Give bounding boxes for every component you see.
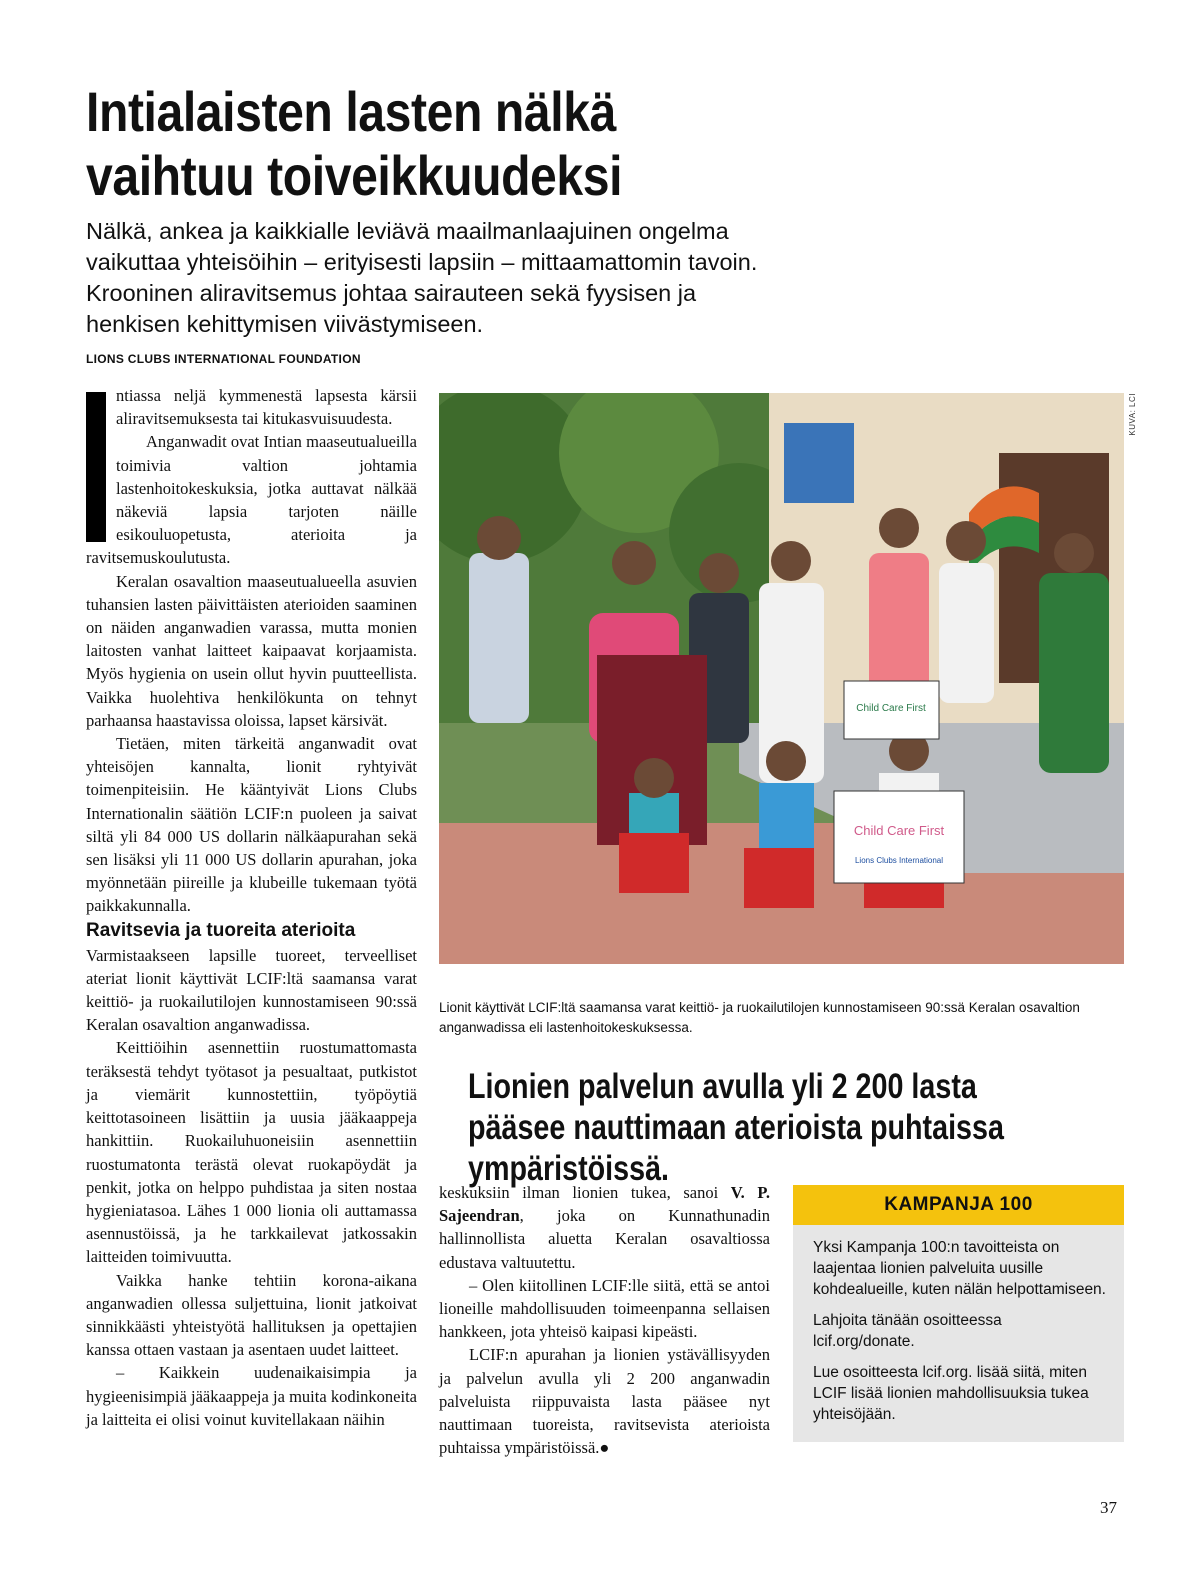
paragraph: Keralan osavaltion maaseutualueella asuvien tuhansien lasten päivittäisten aterioiden saaminen on näiden anganwadien varassa, mutta monien laitosten vanhat laitteet kaipaavat korjaamista. Myös hygienia on usein ollut hyvin puutteellista. Vaikka huolehtiva henkilökunta on tehnyt parhaansa haastavissa oloissa, lapset kärsivät. <box>86 571 417 730</box>
paragraph-text: LCIF:n apurahan ja lionien ystävällisyyden ja palvelun avulla yli 2 200 anganwadin palveluista riippuvaista lasta pääsee nyt nauttimaan tuoreista, ravitsevista aterioista puhtaissa ympäristöissä. <box>439 1345 770 1458</box>
title-line-2: vaihtuu toiveikkuudeksi <box>86 144 623 207</box>
drop-cap-letter <box>86 392 106 542</box>
paragraph-text: , joka on Kunnathunadin hallinnollista aluetta Keralan osavaltiossa edustava valtuutettu. <box>439 1206 770 1272</box>
quoted-person-name: V. P. Sajeendran <box>439 1183 771 1226</box>
sidebar-body <box>793 1225 1124 1425</box>
sidebar-paragraph: Lue osoitteesta lcif.org. lisää siitä, miten LCIF lisää lionien mahdollisuuksia tukea yhteisöjään. <box>813 1364 1089 1423</box>
paragraph: Varmistaakseen lapsille tuoreet, terveelliset ateriat lionit käyttivät LCIF:ltä saamansa varat keittiö- ja ruokailutilojen kunnostamiseen 90:ssä Keralan osavaltion anganwadissa. <box>86 945 417 1035</box>
section-subheading: Ravitsevia ja tuoreita aterioita <box>86 919 356 941</box>
paragraph: Vaikka hanke tehtiin korona-aikana anganwadien ollessa suljettuina, lionit jatkoivat sinnikkäästi yhteistyötä hallituksen ja opettajien kanssa ottaen vastaan ja asentaen uudet laitteet. <box>86 1270 417 1360</box>
article-photo <box>439 393 1124 964</box>
sidebar-heading: KAMPANJA 100 <box>793 1185 1124 1225</box>
body-column-1 <box>86 384 417 1431</box>
sidebar-paragraph: Yksi Kampanja 100:n tavoitteista on laajentaa lionien palveluita uusille kohdealueille, kuten nälän helpottamiseen. <box>813 1239 1106 1298</box>
photo-sign-large-text: Child Care First <box>853 823 945 838</box>
paragraph: ntiassa neljä kymmenestä lapsesta kärsii aliravitsemuksesta tai kitukasvuisuudesta. <box>116 386 417 429</box>
article-lead: Nälkä, ankea ja kaikkialle leviävä maailmanlaajuinen ongelma vaikuttaa yhteisöihin – erityisesti lapsiin – mittaamattomin tavoin. Krooninen aliravitsemus johtaa sairauteen sekä fyysisen ja henkisen kehittymisen viivästymiseen. <box>86 218 758 337</box>
article-title <box>86 80 860 208</box>
photo-sign-org-text: Lions Clubs International <box>854 856 944 865</box>
pull-quote: Lionien palvelun avulla yli 2 200 lasta pääsee nauttimaan aterioista puhtaissa ympäristöissä. <box>468 1067 1004 1188</box>
byline: LIONS CLUBS INTERNATIONAL FOUNDATION <box>86 352 361 366</box>
campaign-sidebar-box <box>793 1185 1124 1442</box>
photo-sign-small-text: Child Care First <box>856 703 926 714</box>
paragraph: Anganwadit ovat Intian maaseutualueilla toimivia valtion johtamia lastenhoitokeskuksia, jotka auttavat nälkää näkeviä lapsia tarjoten näille esikouluopetusta, aterioita ja ravitsemuskoulutusta. <box>86 432 417 568</box>
paragraph: Keittiöihin asennettiin ruostumattomasta teräksestä tehdyt työtasot ja pesualtaat, putkistot ja viemärit kunnostettiin, työpöytiä keittotasoineen lisättiin ja uusia jääkaappeja hankittiin. Ruokailuhuoneisiin asennettiin ruostumatonta terästä olevat ruokapöydät ja penkit, jotka on helppo puhdistaa ja siten nostaa hygieniatasoa. Lähes 1 000 lionia oli auttamassa asennustöissä, ja he tarkkailevat jatkossakin laitteiden toimivuutta. <box>86 1038 417 1267</box>
paragraph: – Olen kiitollinen LCIF:lle siitä, että se antoi lioneille mahdollisuuden toimeenpanna sellaisen hankkeen, jota yhteisö kaipasi kipeästi. <box>439 1275 770 1342</box>
page-number: 37 <box>1100 1498 1117 1517</box>
paragraph: Tietäen, miten tärkeitä anganwadit ovat yhteisöjen kannalta, lionit ryhtyivät toimenpiteisiin. He kääntyivät Lions Clubs Internationalin säätiön LCIF:n puoleen ja saivat siltä yli 84 000 US dollarin nälkäapurahan sekä sen lisäksi yli 11 000 US dollarin apurahan, joka myönnetään piireille ja klubeille tukemaan työtä paikkakunnalla. <box>86 734 417 916</box>
sidebar-paragraph-donate: Lahjoita tänään osoitteessa lcif.org/donate. <box>813 1312 1002 1350</box>
paragraph <box>439 1181 770 1274</box>
paragraph <box>439 1343 770 1459</box>
photo-credit: KUVA: LCI <box>1128 393 1137 436</box>
photo-caption: Lionit käyttivät LCIF:ltä saamansa varat keittiö- ja ruokailutilojen kunnostamiseen 90:ssä Keralan osavaltion anganwadissa eli lastenhoitokeskuksessa. <box>439 1000 1080 1035</box>
paragraph-text: keskuksiin ilman lionien tukea, sanoi <box>439 1183 731 1202</box>
paragraph: – Kaikkein uudenaikaisimpia ja hygieenisimpiä jääkaappeja ja muita kodinkoneita ja laitteita ei olisi voinut kuvitellakaan näihin <box>86 1363 417 1429</box>
photo-illustration <box>439 393 1124 964</box>
body-column-2 <box>439 1181 770 1459</box>
end-mark: ● <box>599 1438 610 1458</box>
title-line-1: Intialaisten lasten nälkä <box>86 80 616 143</box>
